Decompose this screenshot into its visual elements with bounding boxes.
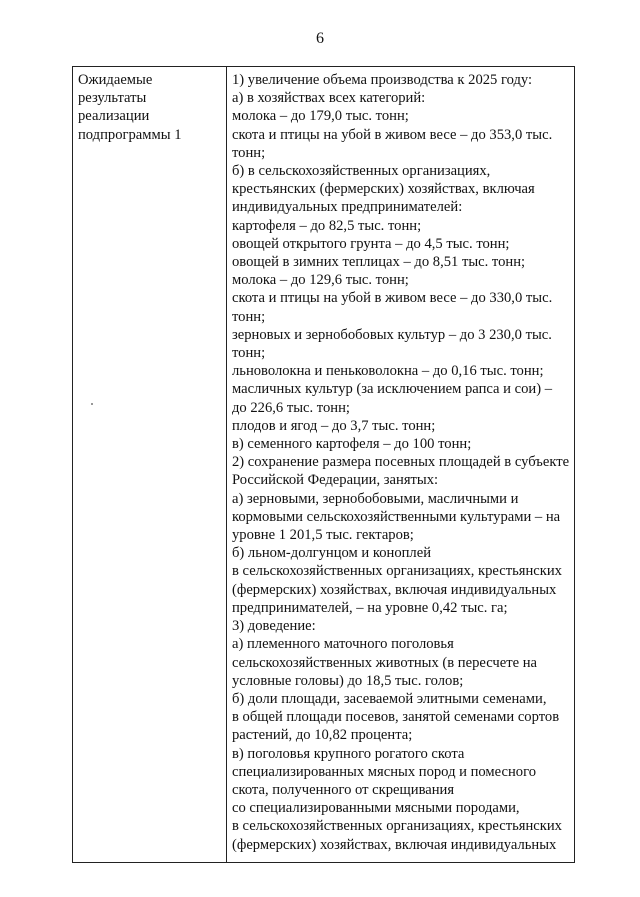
result-line: (фермерских) хозяйствах, включая индивидуальных bbox=[232, 581, 557, 598]
result-line: предпринимателей, – на уровне 0,42 тыс. га; bbox=[232, 599, 508, 616]
result-line: б) льном-долгунцом и коноплей bbox=[232, 545, 432, 562]
result-line: Российской Федерации, занятых: bbox=[232, 472, 439, 489]
result-line: кормовыми сельскохозяйственными культурами – на bbox=[232, 508, 561, 525]
result-line: в сельскохозяйственных организациях, крестьянских bbox=[232, 818, 562, 835]
result-line: скота и птицы на убой в живом весе – до 330,0 тыс. bbox=[232, 290, 553, 307]
result-line: до 226,6 тыс. тонн; bbox=[232, 399, 350, 416]
expected-results-cell bbox=[227, 67, 575, 863]
result-line: молока – до 129,6 тыс. тонн; bbox=[232, 272, 409, 289]
page-number: 6 bbox=[316, 30, 324, 47]
result-line: крестьянских (фермерских) хозяйствах, включая bbox=[232, 181, 535, 198]
result-line: льноволокна и пеньковолокна – до 0,16 тыс. тонн; bbox=[232, 363, 544, 380]
result-line: в) семенного картофеля – до 100 тонн; bbox=[232, 436, 472, 453]
result-line: тонн; bbox=[232, 144, 266, 161]
result-line: в общей площади посевов, занятой семенами сортов bbox=[232, 709, 560, 726]
result-line: тонн; bbox=[232, 345, 266, 362]
result-line: условные головы) до 18,5 тыс. голов; bbox=[232, 672, 464, 689]
result-line: а) в хозяйствах всех категорий: bbox=[232, 90, 426, 107]
result-line: (фермерских) хозяйствах, включая индивидуальных bbox=[232, 836, 557, 853]
result-line: индивидуальных предпринимателей: bbox=[232, 199, 463, 216]
result-line: масличных культур (за исключением рапса и сои) – bbox=[232, 381, 553, 398]
result-line: в сельскохозяйственных организациях, крестьянских bbox=[232, 563, 562, 580]
result-line: плодов и ягод – до 3,7 тыс. тонн; bbox=[232, 417, 436, 434]
result-line: скота и птицы на убой в живом весе – до 353,0 тыс. bbox=[232, 126, 553, 143]
row-header-line: Ожидаемые bbox=[78, 72, 153, 88]
result-line: овощей открытого грунта – до 4,5 тыс. тонн; bbox=[232, 235, 510, 252]
result-line: 1) увеличение объема производства к 2025 году: bbox=[232, 72, 533, 88]
row-header-cell bbox=[73, 67, 227, 863]
result-line: молока – до 179,0 тыс. тонн; bbox=[232, 108, 409, 125]
result-line: картофеля – до 82,5 тыс. тонн; bbox=[232, 217, 422, 234]
row-header-line: реализации bbox=[78, 108, 150, 125]
result-line: 3) доведение: bbox=[232, 618, 316, 635]
result-line: а) племенного маточного поголовья bbox=[232, 636, 454, 653]
result-line: б) в сельскохозяйственных организациях, bbox=[232, 163, 491, 180]
result-line: уровне 1 201,5 тыс. гектаров; bbox=[232, 527, 414, 544]
table-row bbox=[73, 67, 575, 863]
result-line: овощей в зимних теплицах – до 8,51 тыс. тонн; bbox=[232, 254, 526, 271]
result-line: специализированных мясных пород и помесного bbox=[232, 763, 537, 780]
subprogram-table bbox=[72, 66, 575, 863]
row-header-line: подпрограммы 1 bbox=[78, 126, 182, 143]
result-line: 2) сохранение размера посевных площадей в субъекте bbox=[232, 454, 570, 471]
result-line: скота, полученного от скрещивания bbox=[232, 781, 455, 798]
result-line: со специализированными мясными породами, bbox=[232, 800, 520, 817]
result-line: зерновых и зернобобовых культур – до 3 230,0 тыс. bbox=[232, 326, 552, 343]
result-line: растений, до 10,82 процента; bbox=[232, 727, 413, 744]
result-line: а) зерновыми, зернобобовыми, масличными и bbox=[232, 490, 519, 507]
scan-speck bbox=[91, 403, 93, 405]
result-line: тонн; bbox=[232, 308, 266, 325]
result-line: в) поголовья крупного рогатого скота bbox=[232, 745, 465, 762]
row-header-line: результаты bbox=[78, 90, 147, 107]
result-line: сельскохозяйственных животных (в пересчете на bbox=[232, 654, 538, 671]
result-line: б) доли площади, засеваемой элитными семенами, bbox=[232, 690, 547, 707]
